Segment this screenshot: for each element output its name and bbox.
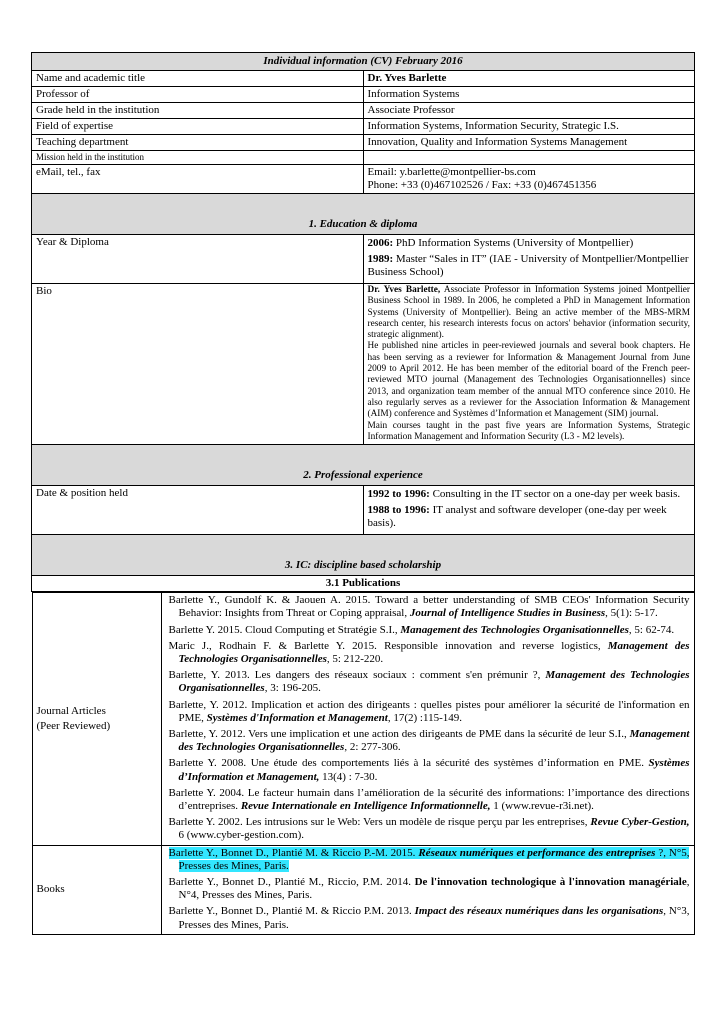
info-value: Associate Professor — [363, 103, 695, 119]
reference-authors: Barlette Y., Bonnet D., Plantié M. & Riccio P.-M. 2015. — [168, 846, 419, 859]
experience-text: IT analyst and software developer (one-day per week basis). — [367, 504, 667, 530]
education-text: PhD Information Systems (University of Montpellier) — [393, 237, 634, 249]
journal-articles-label — [32, 593, 161, 845]
contact-label: eMail, tel., fax — [32, 165, 364, 194]
journal-reference — [166, 816, 690, 842]
reference-authors: Barlette Y., Bonnet D., Plantié M. & Riccio P.M. 2013. — [168, 905, 415, 918]
reference-authors: Barlette Y., Bonnet D., Plantié M., Riccio, P.M. 2014. — [168, 876, 415, 889]
bio-paragraph-1: Associate Professor in Information Systems joined Montpellier Business School in 1989. In 2006, he completed a PhD in Management Information Systems (University of Montpellier). Being an active member of the MBS-MRM research center, his research interests focus on actors' behavior (information security, strategic alignment). — [367, 285, 690, 341]
info-value: Dr. Yves Barlette — [363, 71, 695, 87]
reference-title: Management des Technologies Organisationnelles — [178, 669, 690, 695]
education-year: 2006: — [367, 237, 394, 249]
reference-title: Revue Internationale en Intelligence Informationnelle, — [240, 800, 491, 812]
experience-heading: 2. Professional experience — [32, 445, 695, 486]
reference-title: Journal of Intelligence Studies in Business — [409, 607, 606, 620]
info-label: Teaching department — [32, 135, 364, 151]
publications-table — [32, 592, 695, 935]
cv-title: Individual information (CV) February 2016 — [32, 53, 695, 71]
reference-title: Impact des réseaux numériques dans les organisations — [414, 905, 664, 918]
info-label: Grade held in the institution — [32, 103, 364, 119]
reference-title: Systèmes d'Information et Management — [206, 711, 388, 724]
education-label: Year & Diploma — [32, 235, 364, 284]
info-row — [32, 71, 695, 87]
education-items — [363, 235, 695, 284]
reference-details: ?, N°5, Presses des Mines, Paris. — [178, 846, 690, 872]
reference-authors: Barlette Y. 2008. Une étude des comportements liés à la sécurité des systèmes d’information en PME. — [168, 757, 649, 770]
journal-label-line-2: (Peer Reviewed) — [36, 719, 111, 732]
cv-table — [31, 52, 695, 935]
reference-title: Revue Cyber-Gestion, — [590, 816, 690, 829]
info-row — [32, 151, 695, 165]
reference-details: , N°4, Presses des Mines, Paris. — [178, 876, 690, 902]
info-value — [363, 151, 695, 165]
book-reference — [166, 876, 690, 902]
bio-name: Dr. Yves Barlette, — [367, 285, 441, 295]
info-row — [32, 135, 695, 151]
reference-title: Management des Technologies Organisationnelles — [178, 727, 690, 754]
books-label: Books — [32, 845, 161, 934]
email-line: Email: y.barlette@montpellier-bs.com — [367, 166, 536, 178]
journal-reference — [166, 669, 690, 695]
reference-authors: Barlette, Y. 2012. Vers une implication et une action des dirigeants de PME dans la sécurité de leur S.I., — [168, 727, 630, 740]
reference-details: , 5: 212-220. — [326, 652, 384, 665]
journal-reference — [166, 787, 690, 813]
journal-reference — [166, 728, 690, 754]
info-label: Mission held in the institution — [32, 151, 364, 165]
education-year: 1989: — [367, 253, 394, 265]
bio-paragraph-3: Main courses taught in the past five years are Information Systems, Strategic Information Management and Information Security (L3 - M2 levels). — [367, 420, 690, 442]
reference-authors: Barlette, Y. 2012. Implication et action des dirigeants : quelles pistes pour améliorer la sécurité de l'information en PME, — [168, 698, 690, 724]
journal-reference — [166, 699, 690, 725]
experience-text: Consulting in the IT sector on a one-day per week basis. — [429, 488, 681, 501]
book-references — [161, 845, 694, 934]
bio-label: Bio — [32, 284, 364, 445]
contact-value — [363, 165, 695, 194]
publications-subheading: 3.1 Publications — [32, 576, 695, 592]
book-reference — [166, 905, 690, 931]
info-label: Professor of — [32, 87, 364, 103]
experience-item — [368, 504, 691, 530]
experience-item — [368, 488, 691, 501]
reference-authors: Barlette Y., Gundolf K. & Jaouen A. 2015. Toward a better understanding of SMB CEOs' Information Security Behavior: Insights from Threat or Coping appraisal, — [168, 594, 690, 620]
reference-authors: Barlette, Y. 2013. Les dangers des réseaux sociaux : comment s'en prémunir ?, — [168, 669, 546, 682]
info-row — [32, 119, 695, 135]
reference-authors: Barlette Y. 2015. Cloud Computing et Stratégie S.I., — [168, 623, 401, 636]
reference-details: , 5(1): 5-17. — [605, 607, 658, 620]
education-item — [368, 253, 691, 279]
info-row — [32, 103, 695, 119]
scholarship-heading: 3. IC: discipline based scholarship — [32, 535, 695, 576]
info-row — [32, 87, 695, 103]
reference-details: 6 (www.cyber-gestion.com). — [178, 829, 305, 842]
experience-items — [363, 486, 695, 535]
reference-details: , 3: 196-205. — [264, 682, 321, 695]
experience-years: 1992 to 1996: — [367, 488, 430, 501]
highlighted-reference — [169, 847, 690, 872]
journal-reference — [166, 640, 690, 666]
info-value: Innovation, Quality and Information Systems Management — [363, 135, 695, 151]
info-value: Information Systems, Information Security, Strategic I.S. — [363, 119, 695, 135]
journal-reference — [166, 624, 690, 637]
info-label: Field of expertise — [32, 119, 364, 135]
reference-details: , 17(2) :115-149. — [387, 711, 462, 724]
education-heading: 1. Education & diploma — [32, 194, 695, 235]
reference-title: Réseaux numériques et performance des entreprises — [418, 846, 656, 859]
reference-authors: Barlette Y. 2002. Les intrusions sur le Web: Vers un modèle de risque perçu par les entreprises, — [168, 816, 591, 829]
info-rows — [32, 71, 695, 165]
education-item — [368, 237, 691, 250]
reference-title: Systèmes d’Information et Management, — [178, 757, 690, 783]
info-value: Information Systems — [363, 87, 695, 103]
education-text: Master “Sales in IT” (IAE - University of Montpellier/Montpellier Business School) — [367, 253, 689, 278]
journal-reference — [166, 757, 690, 783]
publications-container — [32, 592, 695, 935]
journal-references — [161, 593, 694, 845]
cv-document — [31, 52, 695, 935]
reference-details: , 5: 62-74. — [628, 623, 675, 636]
journal-label-line-1: Journal Articles — [36, 704, 106, 717]
bio-text — [363, 284, 695, 445]
journal-reference — [166, 594, 690, 620]
reference-details: 1 (www.revue-r3i.net). — [490, 800, 594, 812]
reference-details: , 2: 277-306. — [344, 741, 401, 754]
reference-authors: Maric J., Rodhain F. & Barlette Y. 2015. Responsible innovation and reverse logistics, — [168, 639, 608, 652]
reference-details: 13(4) : 7-30. — [319, 770, 378, 783]
experience-years: 1988 to 1996: — [367, 504, 430, 517]
info-label: Name and academic title — [32, 71, 364, 87]
reference-title: De l'innovation technologique à l'innovation managériale — [414, 876, 687, 889]
reference-title: Management des Technologies Organisationnelles — [400, 623, 629, 636]
reference-title: Management des Technologies Organisationnelles — [178, 639, 690, 665]
book-reference — [166, 847, 690, 873]
phone-line: Phone: +33 (0)467102526 / Fax: +33 (0)467451356 — [367, 179, 597, 191]
bio-paragraph-2: He published nine articles in peer-reviewed journals and several book chapters. He has been serving as a reviewer for Information & Management Journal from June 2009 to April 2012. He has been member of the editorial board of the French peer-reviewed MTO journal (Management des Technologies Organisationnelles) since 2013, and organization team member of the annual MTO conference since 2010. He also regularly serves as a reviewer for the Association Information & Management (AIM) conference and Systèmes d’Information et Management (SIM) journal. — [367, 341, 690, 420]
reference-details: , N°3, Presses des Mines, Paris. — [178, 905, 690, 931]
experience-label: Date & position held — [32, 486, 364, 535]
reference-authors: Barlette Y. 2004. Le facteur humain dans l’amélioration de la sécurité des informations: l’importance des directions d’entreprises. — [168, 786, 690, 812]
